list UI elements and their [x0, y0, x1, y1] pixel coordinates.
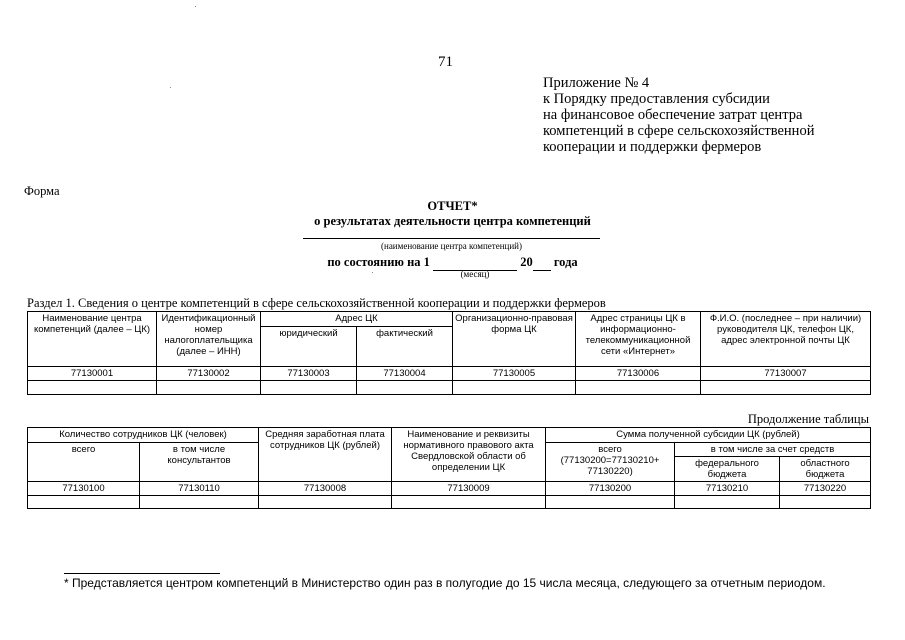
center-name-underline	[303, 238, 600, 239]
scan-speck	[170, 87, 171, 88]
section-title: Раздел 1. Сведения о центре компетенций в сфере сельскохозяйственной кооперации и поддержки фермеров	[27, 296, 606, 310]
code-cell: 77130220	[780, 482, 871, 496]
code-cell: 77130009	[392, 482, 546, 496]
code-cell: 77130006	[576, 367, 701, 381]
data-cell	[576, 381, 701, 395]
appendix-line-5: кооперации и поддержки фермеров	[543, 139, 762, 155]
footnote: * Представляется центром компетенций в Министерство один раз в полугодие до 15 числа месяца, следующего за отчетным периодом.	[64, 576, 826, 590]
data-cell	[259, 496, 392, 509]
data-cell	[392, 496, 546, 509]
header-legal-form: Организационно-правовая форма ЦК	[453, 312, 576, 367]
code-cell: 77130004	[357, 367, 453, 381]
data-cell	[28, 496, 140, 509]
year-blank	[533, 255, 551, 271]
header-subsidy-total: всего (77130200=77130210+ 77130220)	[546, 443, 675, 482]
header-average-salary: Средняя заработная плата сотрудников ЦК (рублей)	[259, 428, 392, 482]
header-legal-address: юридический	[261, 327, 357, 367]
code-cell: 77130005	[453, 367, 576, 381]
header-federal-budget: федерального бюджета	[675, 457, 780, 482]
scan-speck	[195, 6, 196, 7]
data-cell	[701, 381, 871, 395]
code-cell: 77130008	[259, 482, 392, 496]
footnote-divider	[64, 573, 220, 574]
month-caption: (месяц)	[460, 269, 490, 279]
header-regional-budget: областного бюджета	[780, 457, 871, 482]
data-cell	[157, 381, 261, 395]
header-subsidy-sum: Сумма полученной субсидии ЦК (рублей)	[546, 428, 871, 443]
date-suffix: года	[553, 255, 578, 269]
header-head-contacts: Ф.И.О. (последнее – при наличии) руководителя ЦК, телефон ЦК, адрес электронной почты ЦК	[701, 312, 871, 367]
code-cell: 77130001	[28, 367, 157, 381]
data-cell	[357, 381, 453, 395]
code-cell: 77130100	[28, 482, 140, 496]
header-actual-address: фактический	[357, 327, 453, 367]
data-cell	[780, 496, 871, 509]
header-address: Адрес ЦК	[261, 312, 453, 327]
center-info-table	[27, 311, 871, 395]
scan-speck	[372, 272, 373, 273]
appendix-reference	[543, 75, 814, 155]
data-cell	[453, 381, 576, 395]
appendix-line-3: на финансовое обеспечение затрат центра	[543, 107, 803, 123]
appendix-line-1: Приложение № 4	[543, 75, 650, 91]
code-cell: 77130007	[701, 367, 871, 381]
form-label: Форма	[24, 184, 60, 198]
year-prefix: 20	[520, 255, 533, 269]
header-staff-total: всего	[28, 443, 140, 482]
data-cell	[140, 496, 259, 509]
header-web-address: Адрес страницы ЦК в информационно-телекоммуникационной сети «Интернет»	[576, 312, 701, 367]
code-cell: 77130200	[546, 482, 675, 496]
staff-subsidy-table	[27, 427, 871, 509]
code-cell: 77130003	[261, 367, 357, 381]
data-cell	[261, 381, 357, 395]
header-staff-count: Количество сотрудников ЦК (человек)	[28, 428, 259, 443]
center-name-caption: (наименование центра компетенций)	[381, 241, 522, 251]
appendix-line-4: компетенций в сфере сельскохозяйственной	[543, 123, 815, 139]
header-consultants: в том числе консультантов	[140, 443, 259, 482]
continuation-label: Продолжение таблицы	[747, 412, 869, 426]
header-legal-act: Наименование и реквизиты нормативного правового акта Свердловской области об определении ЦК	[392, 428, 546, 482]
report-subtitle: о результатах деятельности центра компетенций	[314, 214, 591, 228]
report-title: ОТЧЕТ*	[427, 199, 478, 213]
data-cell	[675, 496, 780, 509]
code-cell: 77130110	[140, 482, 259, 496]
header-subsidy-including: в том числе за счет средств	[675, 443, 871, 457]
appendix-line-2: к Порядку предоставления субсидии	[543, 91, 770, 107]
page-number: 71	[438, 54, 453, 70]
data-cell	[28, 381, 157, 395]
code-cell: 77130210	[675, 482, 780, 496]
data-cell	[546, 496, 675, 509]
date-prefix: по состоянию на 1	[327, 255, 430, 269]
code-cell: 77130002	[157, 367, 261, 381]
header-inn: Идентификационный номер налогоплательщика (далее – ИНН)	[157, 312, 261, 367]
header-center-name: Наименование центра компетенций (далее – ЦК)	[28, 312, 157, 367]
